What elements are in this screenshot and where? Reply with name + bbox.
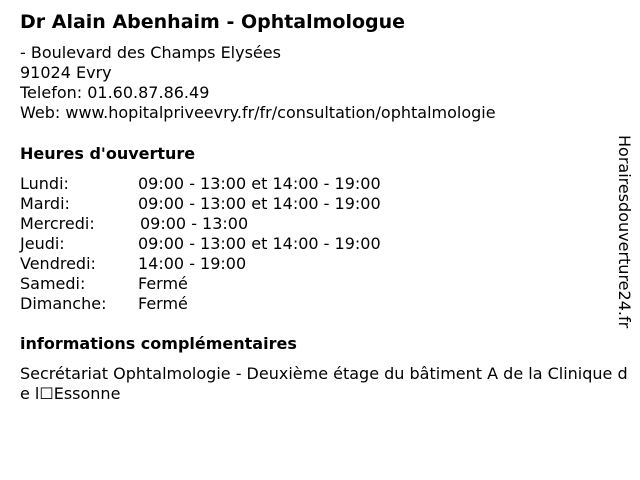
day-label: Samedi:	[20, 274, 86, 293]
info-heading: informations complémentaires	[20, 334, 297, 353]
time-value: 09:00 - 13:00 et 14:00 - 19:00	[138, 234, 381, 253]
phone-number: Telefon: 01.60.87.86.49	[20, 83, 210, 102]
day-label: Lundi:	[20, 174, 69, 193]
time-value: 09:00 - 13:00 et 14:00 - 19:00	[138, 174, 381, 193]
time-value: 09:00 - 13:00	[140, 214, 249, 233]
time-value: 14:00 - 19:00	[138, 254, 247, 273]
hours-heading: Heures d'ouverture	[20, 144, 196, 163]
day-label: Jeudi:	[20, 234, 65, 253]
info-text: Secrétariat Ophtalmologie - Deuxième étage du bâtiment A de la Clinique de l☐Essonne	[20, 364, 628, 403]
day-label: Dimanche:	[20, 294, 107, 313]
day-label: Vendredi:	[20, 254, 96, 273]
address-block	[20, 43, 496, 123]
city: 91024 Evry	[20, 63, 112, 82]
time-value: Fermé	[138, 294, 188, 313]
site-watermark: Horairesdouverture24.fr	[615, 135, 634, 329]
time-value: 09:00 - 13:00 et 14:00 - 19:00	[138, 194, 381, 213]
time-value: Fermé	[138, 274, 188, 293]
day-label: Mardi:	[20, 194, 70, 213]
street-address: - Boulevard des Champs Elysées	[20, 43, 281, 62]
website: Web: www.hopitalpriveevry.fr/fr/consultation/ophtalmologie	[20, 103, 496, 122]
page-title: Dr Alain Abenhaim - Ophtalmologue	[20, 11, 406, 33]
day-label: Mercredi:	[20, 214, 95, 233]
